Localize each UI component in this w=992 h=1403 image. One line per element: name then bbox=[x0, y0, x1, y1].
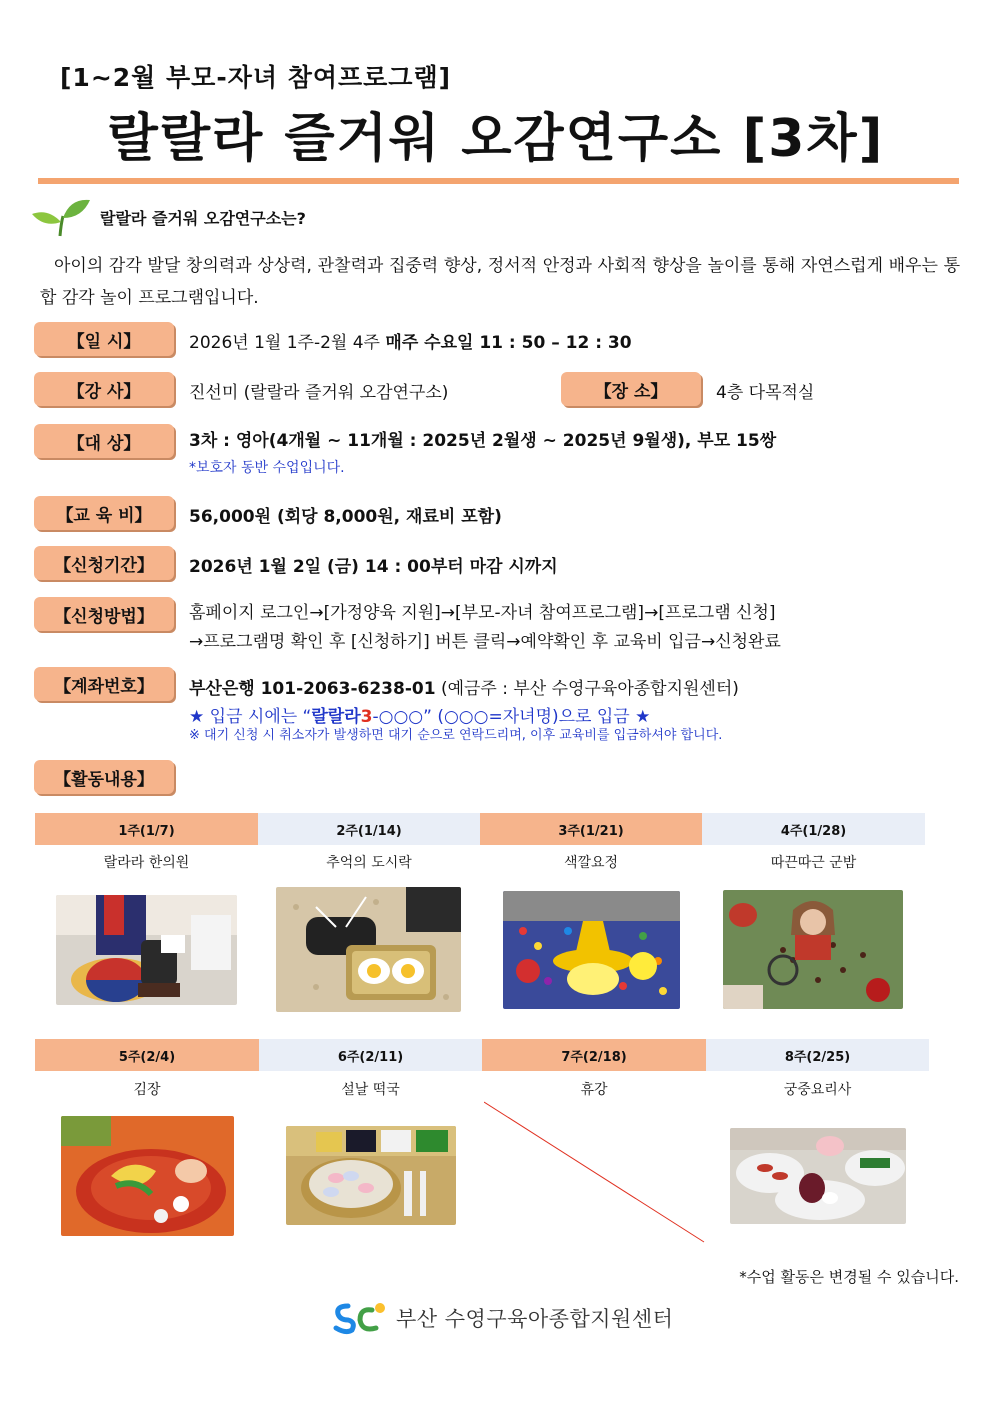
week-5-photo bbox=[61, 1116, 234, 1236]
waitlist-note: ※ 대기 신청 시 취소자가 발생하면 대기 순으로 연락드리며, 이후 교육비를 입금하셔야 합니다. bbox=[189, 728, 723, 743]
label-method: 【신청방법】 bbox=[34, 597, 174, 631]
page-title: 랄랄라 즐거워 오감연구소 [3차] bbox=[107, 109, 885, 169]
fee-value: 56,000원 (회당 8,000원, 재료비 포함) bbox=[189, 507, 502, 527]
label-place: 【장 소】 bbox=[561, 372, 701, 406]
week-6-activity: 설날 떡국 bbox=[341, 1082, 400, 1098]
week-7-activity: 휴강 bbox=[580, 1082, 608, 1098]
label-schedule: 【일 시】 bbox=[34, 322, 174, 356]
instructor-value: 진선미 (랄랄라 즐거워 오감연구소) bbox=[189, 383, 449, 403]
sprout-icon bbox=[30, 196, 92, 238]
week-6-header: 6주(2/11) bbox=[259, 1039, 482, 1071]
week-2-photo bbox=[276, 887, 461, 1012]
title-divider bbox=[38, 178, 959, 184]
label-instructor: 【강 사】 bbox=[34, 372, 174, 406]
week-8-header: 8주(2/25) bbox=[706, 1039, 929, 1071]
week-1-activity: 랄라라 한의원 bbox=[103, 855, 190, 871]
week-8-photo bbox=[730, 1128, 906, 1224]
label-activities: 【활동내용】 bbox=[34, 760, 174, 794]
holiday-strike-line bbox=[484, 1100, 706, 1245]
week-4-header: 4주(1/28) bbox=[702, 813, 925, 845]
week-3-activity: 색깔요정 bbox=[563, 855, 619, 871]
schedule-value: 2026년 1월 1주-2월 4주 매주 수요일 11 : 50 – 12 : 30 bbox=[189, 333, 632, 353]
week-3-header: 3주(1/21) bbox=[480, 813, 702, 845]
week-3-photo bbox=[503, 891, 680, 1009]
account-value: 부산은행 101-2063-6238-01 (예금주 : 부산 수영구육아종합지원센터) bbox=[189, 679, 739, 699]
week-5-activity: 김장 bbox=[133, 1082, 161, 1098]
week-7-header: 7주(2/18) bbox=[482, 1039, 706, 1071]
week-4-activity: 따끈따근 군밤 bbox=[770, 855, 857, 871]
method-line1: 홈페이지 로그인→[가정양육 지원]→[부모-자녀 참여프로그램]→[프로그램 신청] bbox=[189, 603, 776, 623]
deposit-instruction: ★ 입금 시에는 “랄랄라3-○○○” (○○○=자녀명)으로 입금 ★ bbox=[189, 707, 651, 727]
intro-heading: 랄랄라 즐거워 오감연구소는? bbox=[100, 209, 306, 228]
org-logo bbox=[332, 1300, 673, 1336]
week-2-header: 2주(1/14) bbox=[258, 813, 480, 845]
target-value: 3차 : 영아(4개월 ~ 11개월 : 2025년 2월생 ~ 2025년 9월생), 부모 15쌍 bbox=[189, 431, 777, 451]
period-value: 2026년 1월 2일 (금) 14 : 00부터 마감 시까지 bbox=[189, 557, 558, 577]
label-target: 【대 상】 bbox=[34, 424, 174, 458]
week-5-header: 5주(2/4) bbox=[35, 1039, 259, 1071]
label-period: 【신청기간】 bbox=[34, 546, 174, 580]
target-note: *보호자 동반 수업입니다. bbox=[189, 460, 345, 476]
method-line2: →프로그램명 확인 후 [신청하기] 버튼 클릭→예약확인 후 교육비 입금→신청완료 bbox=[189, 632, 781, 652]
label-fee: 【교 육 비】 bbox=[34, 496, 174, 530]
center-logo-icon bbox=[332, 1300, 388, 1336]
program-subtitle: [1~2월 부모-자녀 참여프로그램] bbox=[60, 63, 452, 92]
week-2-activity: 추억의 도시락 bbox=[326, 855, 412, 871]
week-4-photo bbox=[723, 890, 903, 1009]
org-name: 부산 수영구육아종합지원센터 bbox=[396, 1307, 674, 1331]
place-value: 4층 다목적실 bbox=[716, 383, 815, 403]
week-8-activity: 궁중요리사 bbox=[783, 1082, 852, 1098]
week-6-photo bbox=[286, 1126, 456, 1225]
footer-note: *수업 활동은 변경될 수 있습니다. bbox=[739, 1268, 959, 1286]
week-1-header: 1주(1/7) bbox=[35, 813, 258, 845]
intro-text: 아이의 감각 발달 창의력과 상상력, 관찰력과 집중력 향상, 정서적 안정과 사회적 향상을 놀이를 통해 자연스럽게 배우는 통합 감각 놀이 프로그램입니다. bbox=[40, 256, 960, 308]
label-account: 【계좌번호】 bbox=[34, 667, 174, 701]
week-1-photo bbox=[56, 895, 237, 1005]
